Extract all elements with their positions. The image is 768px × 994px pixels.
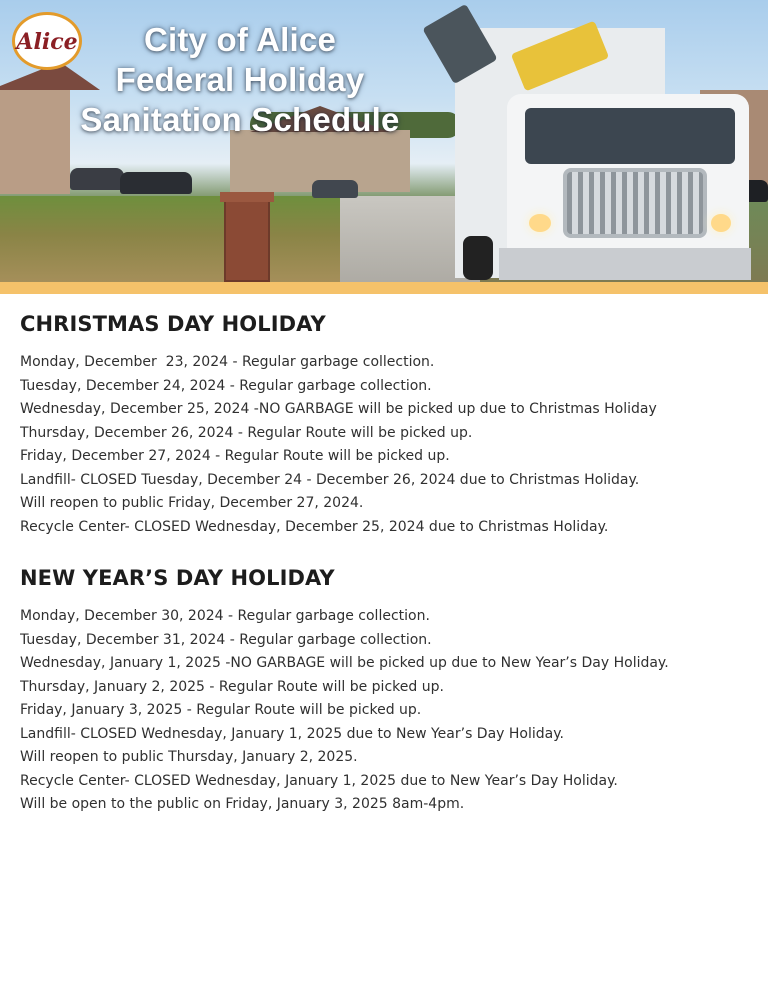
schedule-list	[20, 605, 750, 817]
schedule-line: Tuesday, December 31, 2024 - Regular garbage collection.	[20, 631, 432, 648]
page-title-line: Federal Holiday	[115, 61, 365, 98]
schedule-line: Landfill- CLOSED Tuesday, December 24 - December 26, 2024 due to Christmas Holiday.	[20, 471, 640, 488]
accent-band	[0, 282, 768, 294]
parked-car-illustration	[70, 168, 124, 190]
parked-car-illustration	[312, 180, 358, 198]
schedule-line: Will reopen to public Thursday, January 2, 2025.	[20, 749, 358, 765]
page-title-line: City of Alice	[143, 21, 337, 58]
truck-bumper	[499, 248, 751, 280]
schedule-list	[20, 351, 750, 539]
schedule-line: Friday, December 27, 2024 - Regular Route will be picked up.	[20, 448, 450, 464]
section-heading: NEW YEAR’S DAY HOLIDAY	[20, 566, 335, 590]
schedule-line: Wednesday, December 25, 2024 -NO GARBAGE will be picked up due to Christmas Holiday	[20, 401, 657, 417]
christmas-schedule-section	[20, 312, 750, 539]
schedule-line: Tuesday, December 24, 2024 - Regular garbage collection.	[20, 377, 432, 394]
new-year-schedule-section	[20, 566, 750, 817]
page-title-line: Sanitation Schedule	[80, 101, 400, 138]
brick-pillar-illustration	[224, 198, 270, 282]
schedule-line: Monday, December 23, 2024 - Regular garbage collection.	[20, 354, 435, 370]
schedule-line: Will be open to the public on Friday, January 3, 2025 8am-4pm.	[20, 796, 465, 812]
schedule-line: Wednesday, January 1, 2025 -NO GARBAGE will be picked up due to New Year’s Day Holiday.	[20, 655, 669, 671]
hero-banner	[0, 0, 768, 282]
schedule-line: Recycle Center- CLOSED Wednesday, January 1, 2025 due to New Year’s Day Holiday.	[20, 772, 618, 789]
schedule-line: Recycle Center- CLOSED Wednesday, December 25, 2024 due to Christmas Holiday.	[20, 518, 609, 535]
schedule-line: Friday, January 3, 2025 - Regular Route will be picked up.	[20, 702, 422, 718]
schedule-line: Thursday, December 26, 2024 - Regular Route will be picked up.	[20, 424, 473, 441]
headlight-icon	[711, 214, 731, 232]
page-title	[60, 20, 420, 140]
schedule-line: Thursday, January 2, 2025 - Regular Route will be picked up.	[20, 678, 444, 695]
truck-windshield	[525, 108, 735, 164]
city-logo-word: Alice	[16, 29, 78, 55]
section-heading: CHRISTMAS DAY HOLIDAY	[20, 312, 326, 336]
truck-grille	[563, 168, 707, 238]
parked-car-illustration	[120, 172, 192, 194]
garbage-truck-illustration	[455, 16, 755, 282]
headlight-icon	[529, 214, 551, 232]
schedule-line: Monday, December 30, 2024 - Regular garbage collection.	[20, 608, 430, 624]
schedule-line: Will reopen to public Friday, December 27, 2024.	[20, 495, 364, 511]
schedule-line: Landfill- CLOSED Wednesday, January 1, 2025 due to New Year’s Day Holiday.	[20, 725, 564, 742]
truck-wheel	[463, 236, 493, 280]
